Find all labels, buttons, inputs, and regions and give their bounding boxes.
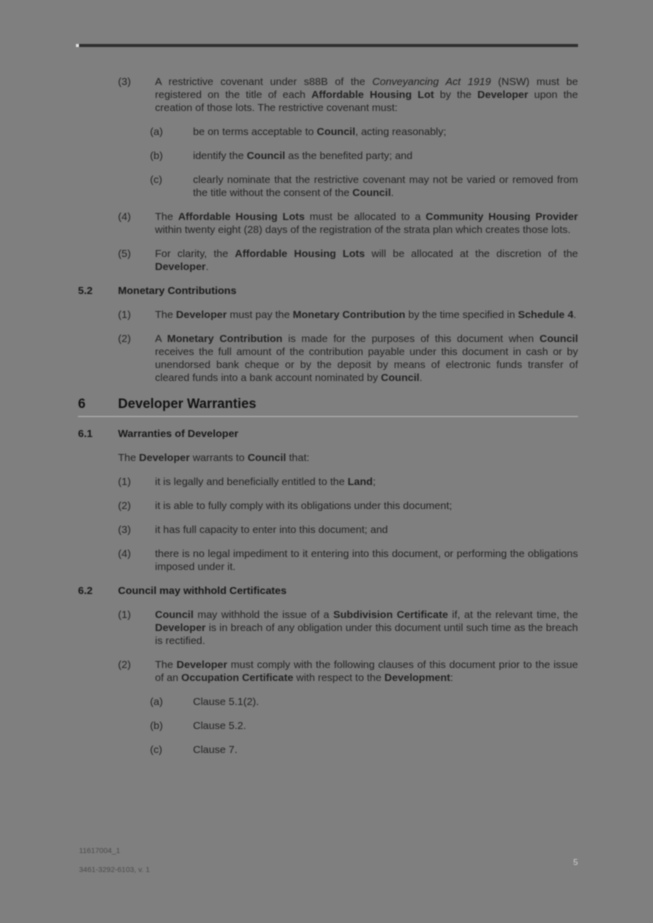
text-segment: Developer xyxy=(155,261,206,273)
text-segment: The xyxy=(155,659,177,671)
clause-number: (5) xyxy=(118,248,131,260)
clause-text xyxy=(155,211,578,237)
clause-item xyxy=(150,174,578,200)
clause-text xyxy=(193,150,578,163)
clause-number: (3) xyxy=(118,76,131,88)
clause-item xyxy=(150,150,578,163)
text-segment: Development xyxy=(384,672,451,684)
text-segment: Monetary Contribution xyxy=(292,309,406,321)
text-segment: Affordable Housing Lots xyxy=(178,211,305,223)
text-segment: Developer xyxy=(139,452,190,464)
section-number: 6 xyxy=(78,396,86,411)
clause-number: (b) xyxy=(150,720,163,732)
text-segment: Council xyxy=(316,126,356,138)
text-segment: it is legally and beneficially entitled to the xyxy=(155,476,348,488)
text-segment: receives the full amount of the contribution payable under this document in cash or by unendorsed bank cheque or by the deposit by means of electronic funds transfer of cleared funds into a bank account nominated by xyxy=(155,346,578,384)
text-segment: Developer xyxy=(176,659,228,671)
clause-item xyxy=(118,248,578,274)
text-segment: by the time specified in xyxy=(405,309,518,321)
clause-item xyxy=(118,548,578,574)
text-segment: ; xyxy=(372,476,376,488)
paragraph xyxy=(118,452,578,465)
clause-text xyxy=(155,76,578,115)
text-segment: must pay the xyxy=(226,309,293,321)
text-segment: Developer xyxy=(155,622,206,634)
text-segment: Schedule 4 xyxy=(517,309,574,321)
clause-text xyxy=(193,696,578,709)
clause-item xyxy=(118,659,578,685)
clause-number: (2) xyxy=(118,500,131,512)
clause-text xyxy=(193,744,578,757)
clause-text xyxy=(155,309,578,322)
clause-item xyxy=(118,211,578,237)
clause-item xyxy=(150,720,578,733)
text-segment: Clause 7. xyxy=(193,744,238,756)
section-heading xyxy=(78,585,578,598)
clause-item xyxy=(150,126,578,139)
clause-text xyxy=(155,609,578,648)
text-segment: Council xyxy=(380,372,420,384)
text-segment: is in breach of any obligation under this document until such time as the breach is rectified. xyxy=(155,622,578,647)
clause-item xyxy=(118,476,578,489)
text-segment: Affordable Housing Lots xyxy=(234,248,365,260)
text-segment: Land xyxy=(347,476,373,488)
text-segment: For clarity, the xyxy=(155,248,235,260)
clause-number: (3) xyxy=(118,524,131,536)
text-segment: , acting reasonably; xyxy=(355,126,447,138)
text-segment: will be allocated at the discretion of the xyxy=(364,248,579,260)
text-segment: Council xyxy=(247,452,287,464)
text-segment: A restrictive covenant under s88B of the xyxy=(155,76,373,88)
text-segment: . xyxy=(419,372,423,384)
clause-number: (c) xyxy=(150,174,163,186)
clause-number: (1) xyxy=(118,309,131,321)
text-segment: Clause 5.1(2). xyxy=(193,696,259,708)
clause-text xyxy=(155,500,578,513)
text-segment: : xyxy=(450,672,454,684)
section-heading xyxy=(78,428,578,441)
clause-text xyxy=(155,524,578,537)
text-segment: it is able to fully comply with its obligations under this document; xyxy=(155,500,453,512)
text-segment: Clause 5.2. xyxy=(193,720,247,732)
text-segment: A xyxy=(155,333,168,345)
text-segment: Council xyxy=(155,609,194,621)
clause-text xyxy=(193,174,578,200)
clause-item xyxy=(118,309,578,322)
text-segment: Monetary Contribution xyxy=(167,333,283,345)
clause-number: (a) xyxy=(150,696,163,708)
text-segment: The xyxy=(155,309,177,321)
text-segment: with respect to the xyxy=(293,672,385,684)
clause-item xyxy=(118,76,578,115)
text-segment: The xyxy=(155,211,179,223)
clause-text xyxy=(155,333,578,385)
text-segment: Community Housing Provider xyxy=(425,211,578,223)
clause-text xyxy=(155,659,578,685)
section-heading xyxy=(78,396,578,417)
text-segment: (NSW) must be registered on the title of each xyxy=(155,76,578,101)
text-segment: that: xyxy=(286,452,310,464)
section-number: 5.2 xyxy=(78,285,93,297)
section-title: Monetary Contributions xyxy=(118,285,237,297)
clause-number: (c) xyxy=(150,744,163,756)
clause-text xyxy=(193,720,578,733)
text-segment: . xyxy=(205,261,209,273)
clause-number: (a) xyxy=(150,126,163,138)
text-segment: . xyxy=(390,187,394,199)
text-segment: Council xyxy=(352,187,391,199)
text-segment: Developer xyxy=(176,309,227,321)
header-rule xyxy=(79,44,578,47)
footer-references xyxy=(79,841,150,879)
text-segment: . xyxy=(573,309,577,321)
section-number: 6.2 xyxy=(78,585,93,597)
clause-text xyxy=(155,248,578,274)
text-segment: clearly nominate that the restrictive covenant may not be varied or removed from the title without the consent of the xyxy=(193,174,578,199)
section-title: Council may withhold Certificates xyxy=(118,585,287,597)
text-segment: is made for the purposes of this document when xyxy=(282,333,540,345)
text-segment: Conveyancing Act 1919 xyxy=(372,76,491,88)
text-segment: warrants to xyxy=(189,452,248,464)
clause-number: (b) xyxy=(150,150,163,162)
clause-text xyxy=(155,476,578,489)
page-number: 5 xyxy=(573,857,578,867)
clause-number: (1) xyxy=(118,609,131,621)
clause-item xyxy=(118,333,578,385)
header-rule-tick xyxy=(76,44,79,47)
text-segment: there is no legal impediment to it entering into this document, or performing the obligations imposed under it. xyxy=(155,548,578,573)
clause-number: (1) xyxy=(118,476,131,488)
section-heading xyxy=(78,285,578,298)
clause-number: (2) xyxy=(118,333,131,345)
clause-item xyxy=(118,609,578,648)
text-segment: as the benefited party; and xyxy=(285,150,413,162)
clause-number: (4) xyxy=(118,548,131,560)
text-segment: must comply with the following clauses of this document prior to the issue of an xyxy=(155,659,578,684)
section-title: Developer Warranties xyxy=(118,396,257,411)
text-segment: may withhold the issue of a xyxy=(193,609,334,621)
text-segment: Affordable Housing Lot xyxy=(311,89,434,101)
clause-text xyxy=(193,126,578,139)
text-segment: Developer xyxy=(477,89,529,101)
text-segment: must be allocated to a xyxy=(304,211,426,223)
section-number: 6.1 xyxy=(78,428,93,440)
footer-doc-id: 11617004_1 xyxy=(79,846,121,855)
document-body xyxy=(78,76,578,768)
text-segment: The xyxy=(118,452,140,464)
footer-doc-version: 3461-3292-6103, v. 1 xyxy=(79,865,150,874)
text-segment: be on terms acceptable to xyxy=(193,126,317,138)
text-segment: upon the creation of those lots. The restrictive covenant must: xyxy=(155,89,578,114)
text-segment: identify the xyxy=(193,150,247,162)
text-segment: Council xyxy=(539,333,578,345)
text-segment: Council xyxy=(246,150,286,162)
clause-item xyxy=(118,524,578,537)
clause-text xyxy=(155,548,578,574)
text-segment: Subdivision Certificate xyxy=(333,609,449,621)
text-segment: by the xyxy=(433,89,478,101)
text-segment: it has full capacity to enter into this document; and xyxy=(155,524,388,536)
clause-number: (4) xyxy=(118,211,131,223)
clause-number: (2) xyxy=(118,659,131,671)
clause-item xyxy=(150,744,578,757)
text-segment: within twenty eight (28) days of the registration of the strata plan which creates those lots. xyxy=(155,224,571,236)
clause-item xyxy=(118,500,578,513)
section-title: Warranties of Developer xyxy=(118,428,239,440)
text-segment: Occupation Certificate xyxy=(181,672,294,684)
clause-item xyxy=(150,696,578,709)
text-segment: if, at the relevant time, the xyxy=(448,609,578,621)
